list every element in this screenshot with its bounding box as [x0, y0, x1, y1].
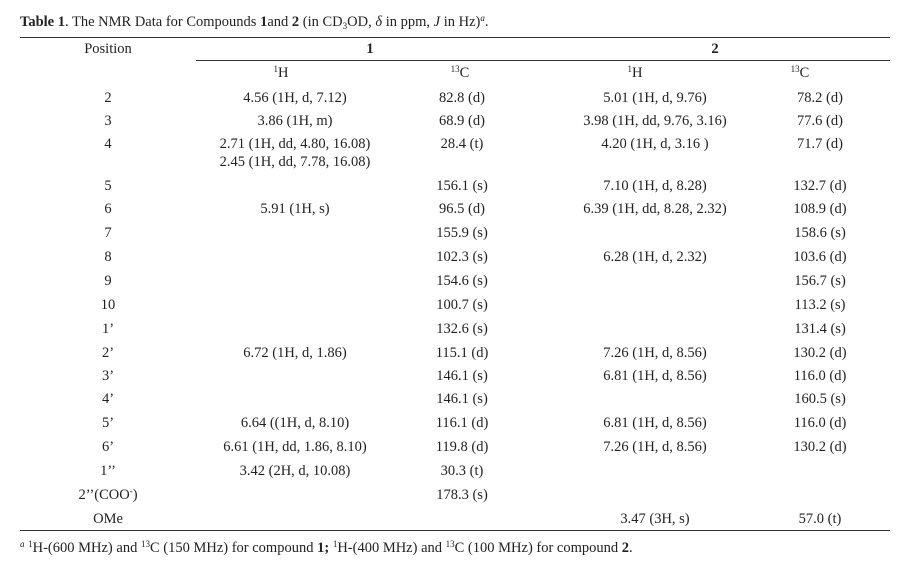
caption-j: J	[433, 14, 441, 30]
header-13c-compound-2	[755, 65, 845, 82]
caption-text: OD,	[347, 14, 376, 30]
cell-13c-compound-1: 100.7 (s)	[436, 297, 488, 313]
cell-13c-compound-1: 96.5 (d)	[439, 201, 485, 217]
cell-position: 1’	[101, 321, 115, 337]
cell-13c-compound-2: 57.0 (t)	[798, 511, 842, 527]
header-1h-compound-2	[590, 65, 680, 82]
caption-text: and	[267, 14, 292, 30]
cell-1h-compound-1: 3.86 (1H, m)	[257, 113, 333, 129]
cell-1h-compound-2: 3.98 (1H, dd, 9.76, 3.16)	[583, 113, 727, 129]
cell-position: 2	[104, 90, 112, 106]
cell-1h-compound-2: 7.10 (1H, d, 8.28)	[603, 178, 707, 194]
mass-number: 13	[450, 64, 460, 74]
table-top-rule	[20, 37, 890, 38]
caption-text: . The NMR Data for Compounds	[65, 14, 261, 30]
cell-13c-compound-2: 116.0 (d)	[793, 368, 847, 384]
cell-position: 6	[104, 201, 112, 217]
footnote-text: .	[629, 540, 633, 556]
cell-position: 10	[100, 297, 116, 313]
mass-number: 1	[332, 539, 338, 549]
cell-1h-compound-1: 4.56 (1H, d, 7.12)	[243, 90, 347, 106]
cell-13c-compound-2: 113.2 (s)	[794, 297, 846, 313]
cell-1h-compound-1: 6.72 (1H, d, 1.86)	[243, 345, 347, 361]
cell-13c-compound-2: 130.2 (d)	[793, 439, 847, 455]
caption-subscript: 3	[342, 21, 348, 31]
cell-1h-compound-1: 6.64 ((1H, d, 8.10)	[240, 415, 350, 431]
caption-text: (in CD	[299, 14, 343, 30]
cell-13c-compound-1: 155.9 (s)	[436, 225, 488, 241]
mass-number: 13	[790, 64, 800, 74]
mass-number: 1	[627, 64, 632, 74]
footnote-text: H-(600 MHz) and	[32, 540, 141, 556]
cell-position: 2’	[101, 345, 115, 361]
cell-13c-compound-2: 132.7 (d)	[793, 178, 847, 194]
cell-1h-compound-1: 6.61 (1H, dd, 1.86, 8.10)	[223, 439, 367, 455]
cell-position: 1’’	[100, 463, 116, 479]
cell-13c-compound-2: 156.7 (s)	[794, 273, 846, 289]
caption-text: in Hz)	[440, 14, 481, 30]
cell-1h-compound-2: 4.20 (1H, d, 3.16 )	[601, 136, 709, 152]
cell-13c-compound-1: 146.1 (s)	[436, 368, 488, 384]
cell-13c-compound-2: 130.2 (d)	[793, 345, 847, 361]
cell-13c-compound-2: 71.7 (d)	[797, 136, 843, 152]
cell-1h-compound-2: 3.47 (3H, s)	[620, 511, 690, 527]
cell-1h-compound-2: 6.81 (1H, d, 8.56)	[603, 368, 707, 384]
footnote-text: C (150 MHz) for compound	[149, 540, 318, 556]
table-label: Table 1	[20, 14, 65, 30]
cell-13c-compound-2: 131.4 (s)	[794, 321, 846, 337]
header-13c-compound-1	[415, 65, 505, 82]
mass-number: 1	[273, 64, 278, 74]
caption-text: in ppm,	[382, 14, 434, 30]
cell-1h-compound-2: 6.81 (1H, d, 8.56)	[603, 415, 707, 431]
header-position: Position	[84, 41, 132, 57]
position-text-tail: )	[132, 487, 138, 503]
cell-13c-compound-1: 119.8 (d)	[435, 439, 489, 455]
footnote-compound-2: 2	[621, 540, 630, 556]
cell-13c-compound-1: 154.6 (s)	[436, 273, 488, 289]
cell-1h-compound-1: 2.71 (1H, dd, 4.80, 16.08)	[219, 136, 371, 152]
cell-position: 4’	[101, 391, 115, 407]
cell-13c-compound-1: 28.4 (t)	[440, 136, 484, 152]
cell-position: 5’	[101, 415, 115, 431]
caption-text: .	[484, 14, 489, 30]
mass-number: 13	[445, 539, 455, 549]
mass-number: 13	[140, 539, 150, 549]
nucleus-symbol: H	[278, 65, 289, 81]
caption-delta: δ	[375, 14, 383, 30]
footnote-text: H-(400 MHz) and	[337, 540, 446, 556]
cell-1h-compound-1-second-line: 2.45 (1H, dd, 7.78, 16.08)	[219, 154, 371, 170]
cell-position	[68, 487, 148, 503]
cell-13c-compound-2: 77.6 (d)	[797, 113, 843, 129]
cell-13c-compound-1: 115.1 (d)	[435, 345, 489, 361]
caption-compound-1: 1	[260, 14, 268, 30]
footnote-mark: a	[20, 539, 25, 549]
cell-13c-compound-1: 102.3 (s)	[436, 249, 488, 265]
position-text: 2’’(COO	[78, 487, 130, 503]
caption-compound-2: 2	[291, 14, 300, 30]
cell-13c-compound-1: 156.1 (s)	[436, 178, 488, 194]
header-1h-compound-1	[236, 65, 326, 82]
cell-1h-compound-2: 6.28 (1H, d, 2.32)	[603, 249, 707, 265]
nucleus-symbol: H	[632, 65, 643, 81]
cell-1h-compound-2: 7.26 (1H, d, 8.56)	[603, 345, 707, 361]
cell-position: OMe	[93, 511, 123, 527]
cell-13c-compound-2: 160.5 (s)	[794, 391, 846, 407]
cell-position: 3	[104, 113, 112, 129]
cell-position: 7	[104, 225, 112, 241]
cell-position: 4	[104, 136, 112, 152]
cell-position: 6’	[101, 439, 115, 455]
cell-13c-compound-2: 103.6 (d)	[793, 249, 847, 265]
cell-13c-compound-1: 132.6 (s)	[436, 321, 488, 337]
cell-position: 9	[104, 273, 112, 289]
cell-13c-compound-1: 116.1 (d)	[435, 415, 489, 431]
cell-13c-compound-1: 146.1 (s)	[436, 391, 488, 407]
cell-13c-compound-2: 108.9 (d)	[793, 201, 847, 217]
header-sub-rule	[196, 60, 890, 61]
cell-position: 8	[104, 249, 112, 265]
cell-13c-compound-2: 116.0 (d)	[793, 415, 847, 431]
table-caption	[20, 14, 488, 31]
cell-position: 5	[104, 178, 112, 194]
cell-13c-compound-1: 82.8 (d)	[439, 90, 485, 106]
cell-13c-compound-2: 158.6 (s)	[794, 225, 846, 241]
mass-number: 1	[28, 539, 33, 549]
cell-13c-compound-1: 68.9 (d)	[439, 113, 485, 129]
cell-13c-compound-1: 178.3 (s)	[436, 487, 488, 503]
cell-1h-compound-1: 5.91 (1H, s)	[260, 201, 330, 217]
caption-footnote-mark: a	[480, 13, 485, 23]
nucleus-symbol: C	[799, 65, 810, 81]
cell-1h-compound-2: 6.39 (1H, dd, 8.28, 2.32)	[583, 201, 727, 217]
footnote-text: C (100 MHz) for compound	[454, 540, 622, 556]
cell-13c-compound-2: 78.2 (d)	[797, 90, 843, 106]
footnote-compound-1: 1;	[317, 540, 330, 556]
table-bottom-rule	[20, 530, 890, 531]
cell-1h-compound-1: 3.42 (2H, d, 10.08)	[239, 463, 351, 479]
cell-1h-compound-2: 7.26 (1H, d, 8.56)	[603, 439, 707, 455]
nucleus-symbol: C	[459, 65, 470, 81]
cell-position: 3’	[101, 368, 115, 384]
position-superscript: -	[129, 486, 133, 496]
header-compound-1: 1	[366, 41, 374, 57]
cell-1h-compound-2: 5.01 (1H, d, 9.76)	[603, 90, 707, 106]
header-compound-2: 2	[711, 41, 719, 57]
cell-13c-compound-1: 30.3 (t)	[440, 463, 484, 479]
table-footnote	[20, 540, 633, 557]
